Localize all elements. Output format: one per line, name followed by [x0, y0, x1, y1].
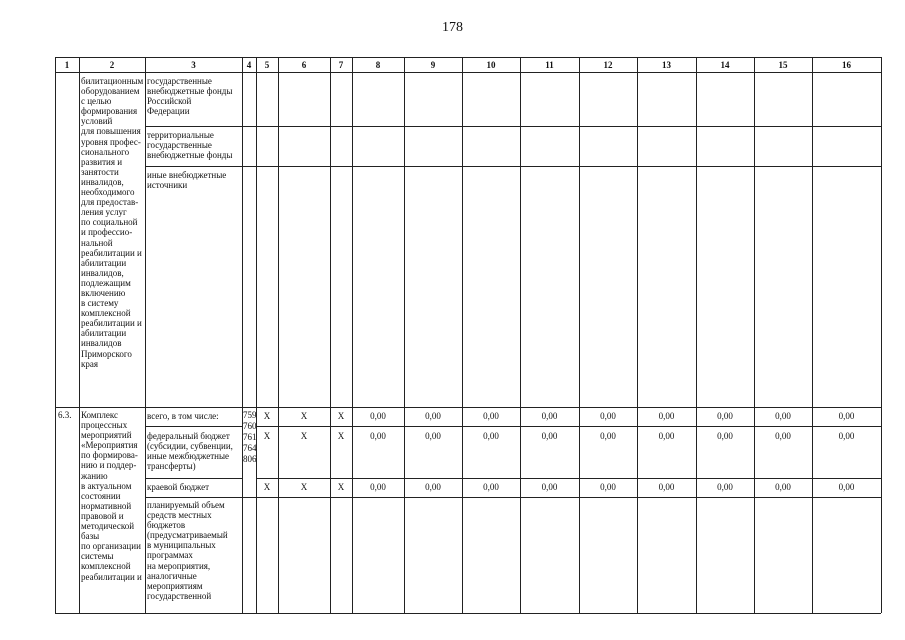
amount-value: 0,00	[717, 482, 733, 492]
column-header: 2	[109, 60, 115, 70]
column-header: 1	[64, 60, 70, 70]
measure-name-text: билитационным оборудованием с целью формирования условий для повышения уровня профес- сионального развития и занятости инвалидов, необходимого для предостав- ления услуг по социальной и профессио- нальной реабилитации и абилитации инвалидов, подлежащим включению в систему комплексной реабилитации и абилитации инвалидов Приморского края	[81, 76, 144, 369]
column-rule	[812, 57, 813, 613]
x-mark: X	[337, 431, 345, 441]
column-header: 8	[375, 60, 381, 70]
x-mark: X	[300, 482, 308, 492]
x-mark: X	[337, 482, 345, 492]
amount-value: 0,00	[425, 431, 441, 441]
x-mark: X	[263, 431, 271, 441]
amount-value: 0,00	[425, 411, 441, 421]
column-header: 4	[246, 60, 252, 70]
page-number: 178	[442, 20, 463, 35]
item-number: 6.3.	[58, 410, 72, 420]
column-rule	[754, 57, 755, 613]
column-rule	[79, 57, 80, 613]
amount-value: 0,00	[483, 431, 499, 441]
x-mark: X	[300, 411, 308, 421]
column-rule	[696, 57, 697, 613]
amount-value: 0,00	[541, 411, 558, 421]
funding-source-text: федеральный бюджет (субсидии, субвенции, иные межбюджетные трансферты)	[147, 431, 233, 472]
amount-value: 0,00	[775, 411, 791, 421]
x-mark: X	[300, 431, 308, 441]
funding-source-text: краевой бюджет	[147, 482, 210, 492]
source-row-rule	[256, 478, 881, 479]
budget-code: 806	[243, 454, 257, 464]
budget-code: 759	[243, 410, 257, 420]
amount-value: 0,00	[483, 482, 499, 492]
column-rule	[55, 57, 56, 613]
amount-value: 0,00	[483, 411, 499, 421]
budget-code: 764	[243, 443, 257, 453]
column-rule	[881, 57, 882, 613]
amount-value: 0,00	[717, 411, 733, 421]
amount-value: 0,00	[425, 482, 441, 492]
amount-value: 0,00	[838, 482, 855, 492]
amount-value: 0,00	[370, 411, 386, 421]
amount-value: 0,00	[370, 431, 386, 441]
column-header: 14	[720, 60, 730, 70]
column-header: 9	[430, 60, 436, 70]
header-bottom-rule	[55, 72, 881, 73]
amount-value: 0,00	[541, 431, 558, 441]
source-row-rule	[256, 426, 881, 427]
source-row-rule	[145, 497, 881, 498]
column-rule	[278, 57, 279, 613]
amount-value: 0,00	[775, 482, 791, 492]
funding-source-text: планируемый объем средств местных бюджетов (предусматриваемый в муниципальных программах на мероприятия, аналогичные мероприятиям государственной	[147, 500, 228, 601]
funding-source-text: государственные внебюджетные фонды Российской Федерации	[147, 76, 233, 117]
column-rule	[462, 57, 463, 613]
budget-code: 761	[243, 432, 257, 442]
amount-value: 0,00	[658, 482, 675, 492]
measure-name-text: Комплекс процессных мероприятий «Мероприятия по формирова- нию и поддер- жанию в актуальном состоянии нормативной правовой и методической базы по организации системы комплексной реабилитации и	[81, 410, 142, 582]
item-separator-rule	[55, 407, 881, 408]
column-rule	[256, 57, 257, 613]
source-row-rule	[145, 126, 881, 127]
column-rule	[330, 57, 331, 613]
column-header: 7	[338, 60, 344, 70]
amount-value: 0,00	[600, 482, 616, 492]
table-top-rule	[55, 57, 881, 58]
column-rule	[145, 57, 146, 613]
column-rule	[637, 57, 638, 613]
x-mark: X	[337, 411, 345, 421]
column-header: 10	[486, 60, 496, 70]
amount-value: 0,00	[838, 411, 855, 421]
column-rule	[520, 57, 521, 613]
table-bottom-rule	[55, 613, 881, 614]
amount-value: 0,00	[370, 482, 386, 492]
source-row-rule	[145, 166, 881, 167]
x-mark: X	[263, 411, 271, 421]
x-mark: X	[263, 482, 271, 492]
amount-value: 0,00	[658, 431, 675, 441]
column-header: 3	[191, 60, 196, 70]
funding-source-text: территориальные государственные внебюджетные фонды	[147, 130, 233, 161]
column-header: 13	[662, 60, 671, 70]
budget-code: 760	[243, 421, 257, 431]
column-header: 12	[603, 60, 613, 70]
amount-value: 0,00	[717, 431, 733, 441]
column-rule	[242, 57, 243, 613]
column-header: 5	[264, 60, 270, 70]
funding-source-text: всего, в том числе:	[147, 411, 219, 421]
column-rule	[404, 57, 405, 613]
amount-value: 0,00	[600, 431, 616, 441]
amount-value: 0,00	[838, 431, 855, 441]
amount-value: 0,00	[775, 431, 791, 441]
source-row-rule	[145, 426, 242, 427]
column-header: 11	[545, 60, 554, 70]
funding-source-text: иные внебюджетные источники	[147, 170, 227, 191]
amount-value: 0,00	[541, 482, 558, 492]
amount-value: 0,00	[600, 411, 616, 421]
amount-value: 0,00	[658, 411, 675, 421]
column-header: 6	[301, 60, 307, 70]
column-header: 16	[842, 60, 851, 70]
column-header: 15	[778, 60, 788, 70]
column-rule	[579, 57, 580, 613]
source-row-rule	[145, 478, 242, 479]
column-rule	[352, 57, 353, 613]
